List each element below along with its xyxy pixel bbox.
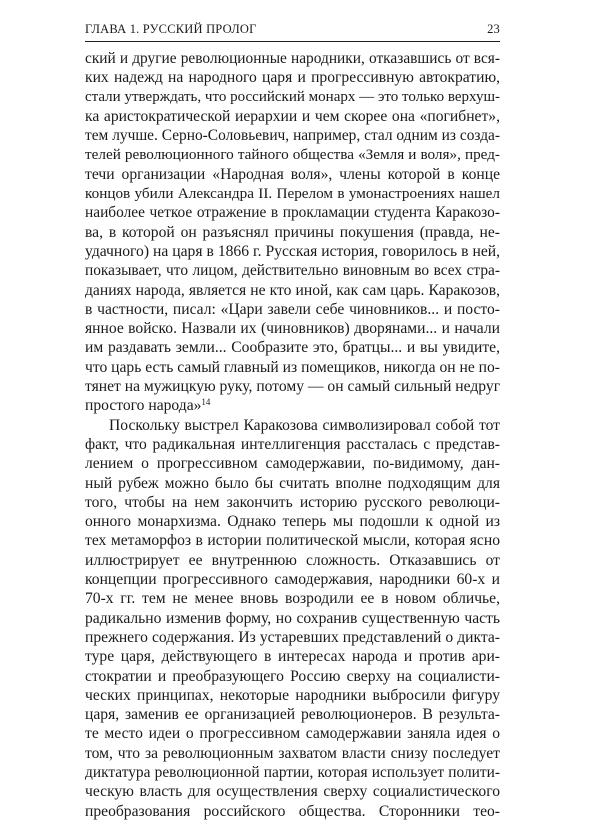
text-line: тем лучше. Серно-Соловьевич, например, стал одним из создa- [85, 127, 500, 145]
text-line: преобразования российского общества. Сторонники тео- [85, 802, 500, 820]
text-line: течи организации «Народная воля», члены которой в конце [85, 165, 500, 183]
text-line: тянет на мужицкую руку, потому — он самый сильный недруг [85, 378, 500, 396]
text-line: стали утверждать, что российский монарх — это только верхуш- [85, 88, 500, 105]
text-line: наиболее четкое отражение в прокламации студента Каракозо- [85, 204, 500, 222]
chapter-title: ГЛАВА 1. РУССКИЙ ПРОЛОГ [85, 22, 257, 36]
text-line: ный рубеж можно было бы считать вполне подходящим для [85, 474, 500, 492]
text-line: туре царя, действующего в интересах народа и против ари- [85, 648, 500, 666]
text-line: что царь есть самый главный из помещиков, никогда он не по- [85, 358, 500, 376]
text-line: ческих принципах, некоторые народники выбросили фигуру [85, 686, 500, 704]
book-page [85, 0, 500, 820]
body-text [85, 49, 500, 821]
text-line: тех метаморфоз в истории политической мысли, которая ясно [85, 532, 500, 550]
text-line: иллюстрирует ее внутреннюю сложность. Отказавшись от [85, 551, 500, 569]
text-line: того, чтобы на нем закончить историю русского революци- [85, 493, 500, 511]
text-line: телей революционного тайного общества «Земля и воля», пред- [85, 146, 500, 164]
text-line: в частности, писал: «Цари завели себе чиновников... и посто- [85, 300, 500, 318]
text-line: стократии и преобразующего Россию сверху на социалисти- [85, 667, 500, 685]
header-rule [85, 41, 500, 42]
text-line: даниях народа, является не кто иной, как сам царь. Каракозов, [85, 281, 500, 299]
text-line-content: простого народа» [85, 397, 202, 415]
text-line: ка аристократической иерархии и чем скорее она «погибнет», [85, 107, 500, 125]
text-line: факт, что радикальная интеллигенция рассталась с представ- [85, 435, 500, 453]
text-line: ский и другие революционные народники, отказавшись от вся- [85, 50, 500, 67]
paragraph-2 [85, 416, 500, 821]
text-line: Поскольку выстрел Каракозова символизировал собой тот [109, 416, 500, 434]
text-line: ческую власть для осуществления сверху социалистического [85, 783, 500, 801]
text-line: те место идеи о прогрессивном самодержавии заняла идея о [85, 725, 500, 743]
running-head [85, 22, 500, 38]
text-line: онного монархизма. Однако теперь мы подошли к одной из [85, 513, 500, 531]
footnote-marker[interactable]: 14 [201, 397, 211, 408]
text-line: им раздавать земли... Сообразите это, братцы... и вы увидите, [85, 339, 500, 357]
paragraph-1 [85, 49, 500, 416]
text-line: янное войско. Назвали их (чиновников) дворянами... и начали [85, 320, 500, 338]
text-line: царя, заменив ее организацией революционеров. В результа- [85, 706, 500, 724]
text-line: удачного) на царя в 1866 г. Русская история, говорилось в ней, [85, 242, 500, 260]
text-line: показывает, что лицом, действительно виновным во всех стра- [85, 262, 500, 280]
text-line: ких надежд на народного царя и прогрессивную автократию, [85, 69, 500, 87]
text-line: радикально изменив форму, но сохранив существенную часть [85, 609, 500, 627]
text-line: том, что за революционным захватом власти снизу последует [85, 744, 500, 762]
text-line: 70-х гг. тем не менее вновь возродили ее в новом обличье, [85, 590, 500, 608]
text-line: диктатура революционной партии, которая использует полити- [85, 763, 500, 781]
text-line: концепции прогрессивного самодержавия, народники 60-х и [85, 571, 500, 589]
text-line: лением о прогрессивном самодержавии, по-видимому, дан- [85, 455, 500, 473]
text-line: концов убили Александра II. Перелом в умонастроениях нашел [85, 185, 500, 203]
text-line: прежнего содержания. Из устаревших представлений о дикта- [85, 628, 500, 646]
text-line [85, 396, 500, 415]
page-number: 23 [487, 22, 500, 36]
text-line: ва, в которой он разъяснял причины покушения (правда, не- [85, 223, 500, 241]
